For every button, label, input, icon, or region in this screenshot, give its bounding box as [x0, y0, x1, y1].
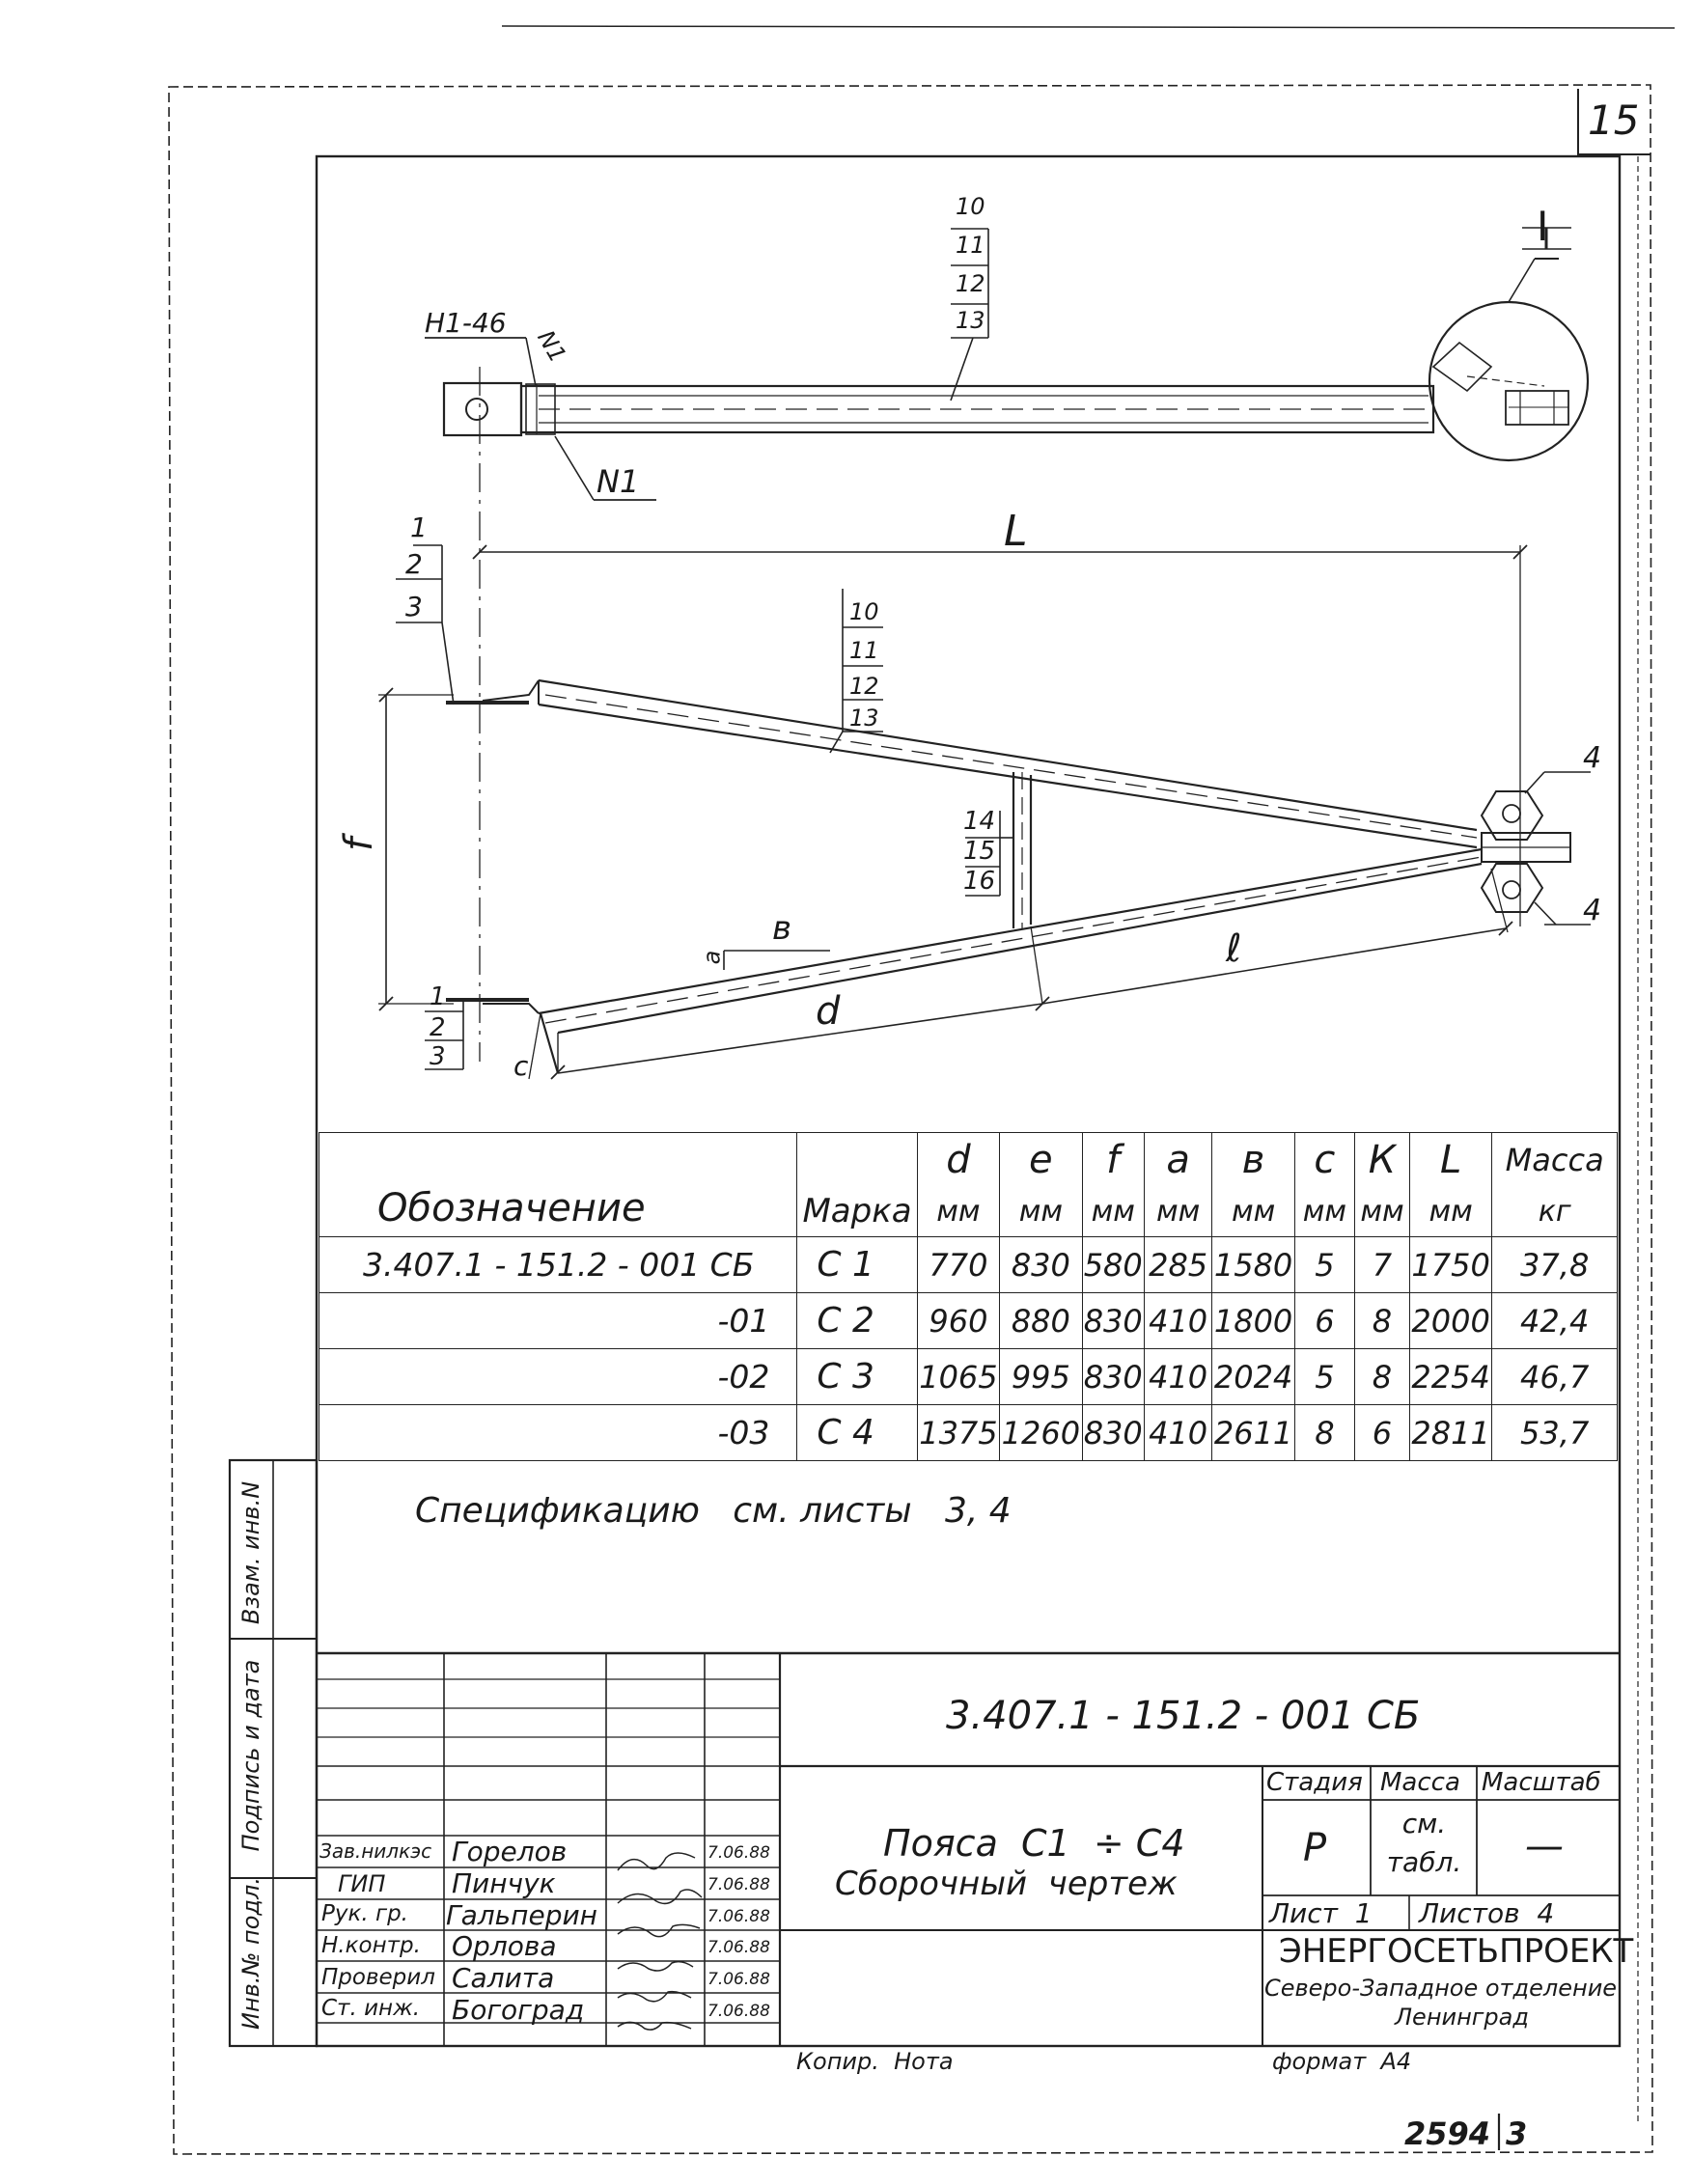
doc-title-line2: Сборочный чертеж [835, 1865, 1178, 1903]
header-unit: кг [1492, 1186, 1618, 1237]
name-cell: Салита [452, 1962, 555, 1994]
header-sym: c [1294, 1133, 1354, 1187]
cell: 1065 [917, 1349, 999, 1405]
header-sym: f [1082, 1133, 1144, 1187]
dim-f-label: f [337, 837, 382, 852]
table-header-row [319, 1133, 1618, 1187]
side-label-inv: Инв.№ подл. [237, 1877, 264, 2030]
copied-by: Копир. Нота [796, 2048, 954, 2075]
header-unit: мм [1000, 1186, 1082, 1237]
cell: 53,7 [1492, 1405, 1618, 1461]
stage-label: Стадия [1266, 1768, 1363, 1797]
role-cell: Зав.нилкэс [319, 1839, 432, 1863]
callout-mid-10: 10 [849, 598, 879, 625]
doc-code: 3.407.1 - 151.2 - 001 СБ [946, 1694, 1421, 1738]
table-row [319, 1349, 1618, 1405]
cell: 410 [1144, 1349, 1211, 1405]
side-label-sign: Подпись и дата [237, 1659, 264, 1852]
cell: 5 [1294, 1349, 1354, 1405]
cell: 2611 [1212, 1405, 1294, 1461]
cell: 8 [1354, 1349, 1409, 1405]
cell: 2811 [1409, 1405, 1491, 1461]
row-designation: -03 [319, 1405, 797, 1461]
detail-label: I [1537, 203, 1549, 250]
cell: 8 [1354, 1293, 1409, 1349]
row-mark: С 1 [797, 1237, 917, 1293]
cell: 7 [1354, 1237, 1409, 1293]
name-cell: Орлова [452, 1930, 557, 1962]
row-designation: -02 [319, 1349, 797, 1405]
name-cell: Пинчук [452, 1867, 556, 1899]
callout-mid-13: 13 [849, 705, 879, 732]
dim-L-label: L [1004, 507, 1028, 556]
cell: 8 [1294, 1405, 1354, 1461]
header-sym: в [1212, 1133, 1294, 1187]
cell: 2024 [1212, 1349, 1294, 1405]
org-division: Северо-Западное отделение [1264, 1975, 1618, 2002]
row-designation: 3.407.1 - 151.2 - 001 СБ [319, 1237, 797, 1293]
date-cell: 7.06.88 [707, 1907, 770, 1926]
role-cell: Ст. инж. [321, 1996, 421, 2021]
cell: 2254 [1409, 1349, 1491, 1405]
cell: 880 [1000, 1293, 1082, 1349]
cell: 960 [917, 1293, 999, 1349]
row-designation: -01 [319, 1293, 797, 1349]
header-unit: мм [1082, 1186, 1144, 1237]
parameters-table [319, 1132, 1618, 1461]
cell: 770 [917, 1237, 999, 1293]
header-unit: мм [1354, 1186, 1409, 1237]
specification-note: Спецификацию см. листы 3, 4 [415, 1491, 1012, 1531]
callout-leftb-2: 2 [430, 1013, 446, 1042]
callout-mid-11: 11 [849, 637, 879, 664]
cell: 830 [1082, 1293, 1144, 1349]
row-mark: С 4 [797, 1405, 917, 1461]
cell: 2000 [1409, 1293, 1491, 1349]
sheets-label: Листов 4 [1419, 1897, 1555, 1929]
cell: 830 [1000, 1237, 1082, 1293]
scale-value: — [1525, 1824, 1564, 1868]
cell: 5 [1294, 1237, 1354, 1293]
callout-brace-14: 14 [963, 807, 996, 836]
cell: 42,4 [1492, 1293, 1618, 1349]
name-cell: Горелов [452, 1836, 568, 1867]
sheet-label: Лист 1 [1269, 1897, 1373, 1929]
role-cell: Рук. гр. [321, 1901, 408, 1926]
header-unit: мм [1212, 1186, 1294, 1237]
header-sym: L [1409, 1133, 1491, 1187]
side-label-vzam: Взам. инв.N [237, 1480, 264, 1625]
header-sym: e [1000, 1133, 1082, 1187]
dim-d-label: d [816, 989, 841, 1034]
inner-frame [317, 156, 1620, 2046]
cell: 6 [1354, 1405, 1409, 1461]
role-cell: ГИП [338, 1870, 386, 1897]
callout-brace-16: 16 [963, 867, 996, 896]
callout-mid-12: 12 [849, 673, 879, 700]
part-n1-label-a: N1 [532, 325, 572, 368]
header-unit: мм [917, 1186, 999, 1237]
date-cell: 7.06.88 [707, 1843, 770, 1863]
sheet-number: 15 [1588, 97, 1640, 144]
callout-top-11: 11 [956, 232, 985, 259]
cell: 410 [1144, 1405, 1211, 1461]
format-label: формат А4 [1272, 2048, 1412, 2075]
mass-value: см. табл. [1386, 1808, 1462, 1878]
cell: 830 [1082, 1349, 1144, 1405]
callout-left-3: 3 [405, 591, 423, 622]
callout-leftb-3: 3 [430, 1042, 446, 1071]
cell: 1375 [917, 1405, 999, 1461]
org-name: ЭНЕРГОСЕТЬПРОЕКТ [1279, 1932, 1634, 1971]
row-mark: С 3 [797, 1349, 917, 1405]
cell: 1260 [1000, 1405, 1082, 1461]
cell: 1800 [1212, 1293, 1294, 1349]
header-sym: К [1354, 1133, 1409, 1187]
dim-l-label: ℓ [1226, 926, 1242, 971]
header-unit: мм [1294, 1186, 1354, 1237]
cell: 37,8 [1492, 1237, 1618, 1293]
date-cell: 7.06.88 [707, 1875, 770, 1894]
row-mark: С 2 [797, 1293, 917, 1349]
table-row [319, 1237, 1618, 1293]
role-cell: Н.контр. [321, 1933, 421, 1958]
dim-b-label: в [772, 909, 792, 948]
date-cell: 7.06.88 [707, 2002, 770, 2021]
callout-top-10: 10 [956, 193, 985, 220]
org-city: Ленинград [1395, 2004, 1529, 2031]
stage-value: Р [1303, 1826, 1327, 1870]
cell: 6 [1294, 1293, 1354, 1349]
header-unit: мм [1409, 1186, 1491, 1237]
name-cell: Богоград [452, 1994, 585, 2026]
dim-c-label: c [513, 1050, 529, 1082]
archive-sheet: 3 [1506, 2115, 1528, 2152]
callout-top-12: 12 [956, 270, 985, 297]
header-sym: Масса [1492, 1133, 1618, 1187]
role-cell: Проверил [321, 1965, 435, 1990]
cell: 1580 [1212, 1237, 1294, 1293]
table-row [319, 1405, 1618, 1461]
dim-a-label: a [698, 950, 726, 965]
archive-number: 2594 [1404, 2115, 1491, 2152]
name-cell: Гальперин [446, 1899, 597, 1931]
cell: 830 [1082, 1405, 1144, 1461]
part-h1-label: Н1-46 [425, 307, 507, 339]
part-n1-label-b: N1 [596, 463, 640, 500]
plate-label-bottom: 4 [1583, 894, 1602, 927]
callout-top-13: 13 [956, 307, 985, 334]
date-cell: 7.06.88 [707, 1970, 770, 1989]
date-cell: 7.06.88 [707, 1938, 770, 1957]
cell: 285 [1144, 1237, 1211, 1293]
cell: 1750 [1409, 1237, 1491, 1293]
scale-label: Масштаб [1482, 1768, 1601, 1797]
cell: 580 [1082, 1237, 1144, 1293]
cell: 46,7 [1492, 1349, 1618, 1405]
header-mark: Марка [797, 1133, 917, 1237]
header-designation: Обозначение [319, 1133, 797, 1237]
callout-leftb-1: 1 [430, 982, 446, 1011]
mass-label: Масса [1380, 1768, 1460, 1797]
cell: 995 [1000, 1349, 1082, 1405]
callout-left-1: 1 [410, 511, 428, 543]
plate-label-top: 4 [1583, 741, 1602, 775]
callout-left-2: 2 [405, 548, 423, 580]
doc-title-line1: Пояса С1 ÷ С4 [883, 1822, 1185, 1865]
header-sym: a [1144, 1133, 1211, 1187]
header-sym: d [917, 1133, 999, 1187]
cell: 410 [1144, 1293, 1211, 1349]
table-row [319, 1293, 1618, 1349]
callout-brace-15: 15 [963, 837, 996, 866]
header-unit: мм [1144, 1186, 1211, 1237]
